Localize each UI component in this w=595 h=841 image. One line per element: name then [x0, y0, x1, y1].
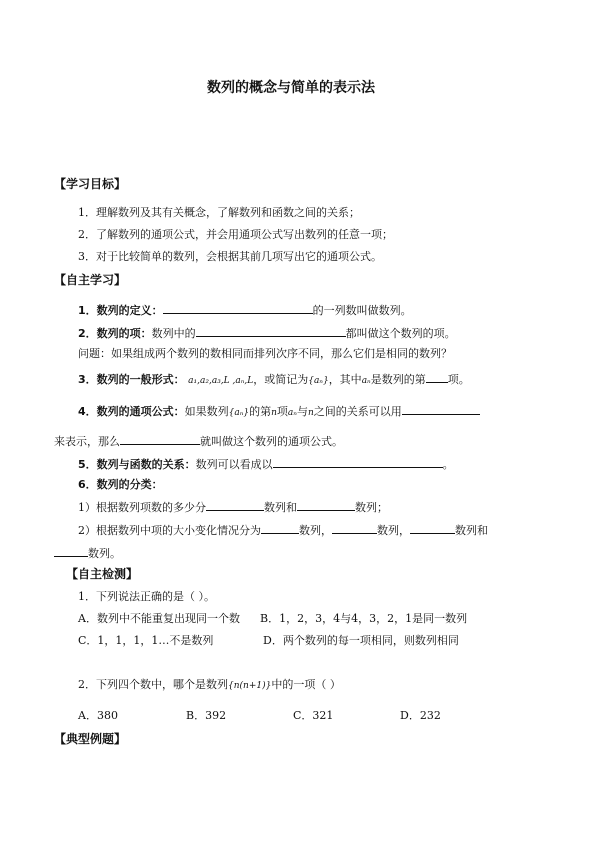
text: 如果数列 [184, 405, 229, 418]
definition-line [78, 302, 412, 317]
choice-d: D．232 [400, 709, 441, 722]
text: 2）根据数列中项的大小变化情况分为 [78, 524, 261, 537]
check-question-1: 1．下列说法正确的是（ ）。 [78, 590, 215, 603]
definition-label: 1．数列的定义： [78, 304, 163, 317]
blank [261, 522, 299, 534]
text: 数列， [299, 524, 332, 537]
formula-label: 4．数列的通项公式： [78, 405, 185, 418]
classification-2 [78, 522, 488, 537]
text: ，其中 [328, 373, 362, 386]
section-heading-self-study: 【自主学习】 [54, 273, 127, 287]
choice-b: B．392 [186, 709, 227, 722]
text: 之间的关系可以用 [313, 405, 402, 418]
section-heading-self-check: 【自主检测】 [66, 567, 139, 581]
term-symbol: aₙ [287, 408, 297, 418]
text: 是数列的第 [370, 373, 426, 386]
sequence-notation: {aₙ} [308, 376, 329, 386]
term-tail: 都叫做这个数列的项。 [345, 327, 456, 340]
blank [54, 545, 88, 557]
text: 项。 [447, 373, 470, 386]
function-relation-line [78, 456, 454, 471]
text: 与 [296, 405, 308, 418]
general-form-line [78, 371, 470, 387]
text: 中的一项（ ） [271, 678, 341, 691]
option-d: D．两个数列的每一项相同，则数列相同 [263, 634, 459, 647]
blank [273, 456, 443, 468]
term-label: 2．数列的项： [78, 327, 152, 340]
q2-formula: {n(n+1)} [228, 681, 272, 691]
text: 来表示，那么 [54, 435, 120, 448]
formula-line-cont [54, 433, 343, 448]
question-line: 问题：如果组成两个数列的数相同而排列次序不同，那么它们是相同的数列？ [78, 347, 452, 360]
general-form-formula: a₁,a₂,a₃,L ,aₙ,L [188, 376, 254, 386]
function-relation-label: 5．数列与函数的关系： [78, 458, 196, 471]
classification-1 [78, 499, 388, 514]
blank [206, 499, 264, 511]
blank [196, 325, 346, 337]
classification-label: 6．数列的分类： [78, 478, 163, 491]
n-symbol: n [271, 408, 277, 418]
term-pre: 数列中的 [151, 327, 196, 340]
text: 数列。 [88, 547, 121, 560]
blank [410, 522, 455, 534]
blank [163, 302, 313, 314]
text: 数列可以看成以 [195, 458, 273, 471]
check-question-2 [78, 678, 341, 692]
formula-line [78, 403, 480, 419]
text: 1）根据数列项数的多少分 [78, 501, 206, 514]
choice-c: C．321 [293, 709, 334, 722]
goal-item-3: 3．对于比较简单的数列，会根据其前几项写出它的通项公式。 [78, 250, 382, 263]
text: ，或简记为 [253, 373, 309, 386]
goal-item-1: 1．理解数列及其有关概念，了解数列和函数之间的关系； [78, 206, 360, 219]
option-c: C．1，1，1，1…不是数列 [78, 634, 214, 647]
term-symbol: aₙ [361, 376, 371, 386]
text: 项 [276, 405, 288, 418]
sequence-notation: {aₙ} [228, 408, 250, 418]
text: 数列和 [455, 524, 488, 537]
text: 数列； [355, 501, 388, 514]
general-form-label: 3．数列的一般形式： [78, 373, 185, 386]
goal-item-2: 2．了解数列的通项公式，并会用通项公式写出数列的任意一项； [78, 228, 393, 241]
classification-2-cont [54, 545, 121, 560]
section-heading-goals: 【学习目标】 [54, 177, 127, 191]
text: 数列， [377, 524, 410, 537]
option-a: A．数列中不能重复出现同一个数 [78, 612, 240, 625]
text: 。 [442, 458, 454, 471]
blank [120, 433, 200, 445]
blank [402, 403, 480, 415]
n-symbol: n [307, 408, 314, 418]
text: 2．下列四个数中，哪个是数列 [78, 678, 228, 691]
blank [332, 522, 377, 534]
term-line [78, 325, 456, 340]
blank [426, 371, 448, 383]
text: 就叫做这个数列的通项公式。 [200, 435, 343, 448]
definition-tail: 的一列数叫做数列。 [312, 304, 412, 317]
page-title: 数列的概念与简单的表示法 [207, 80, 375, 96]
option-b: B．1，2，3，4与4，3，2，1是同一数列 [260, 612, 468, 625]
choice-a: A．380 [78, 709, 118, 722]
blank [297, 499, 355, 511]
text: 的第 [249, 405, 272, 418]
text: 数列和 [264, 501, 297, 514]
section-heading-examples: 【典型例题】 [54, 732, 127, 746]
